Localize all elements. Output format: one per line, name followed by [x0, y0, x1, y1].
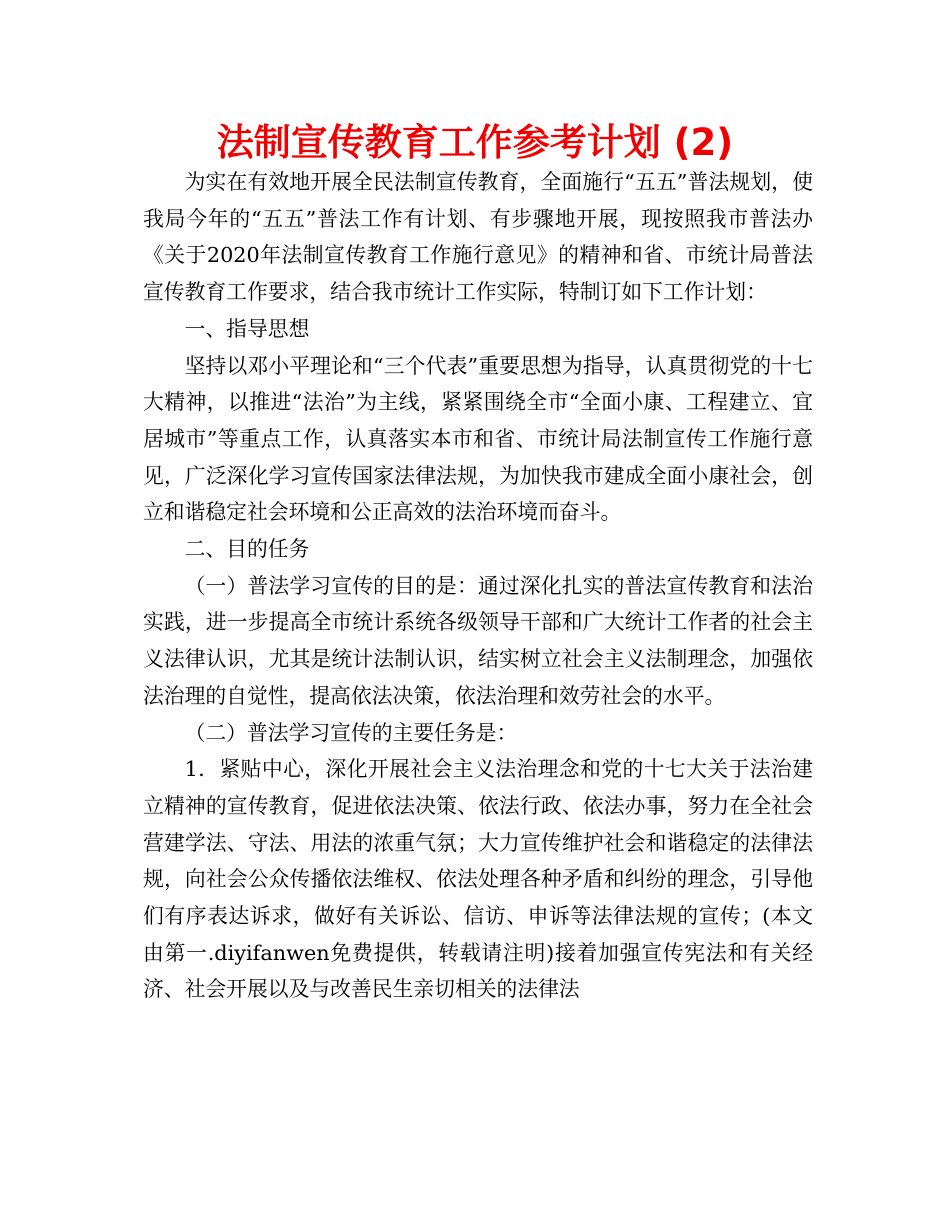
- paragraph-guiding-ideology: 坚持以邓小平理论和“三个代表”重要思想为指导，认真贯彻党的十七大精神，以推进“法治”为主线，紧紧围绕全市“全面小康、工程建立、宜居城市”等重点工作，认真落实本市和省、市统计局法制宣传工作施行意见，广泛深化学习宣传国家法律法规，为加快我市建成全面小康社会，创立和谐稳定社会环境和公正高效的法治环境而奋斗。: [143, 353, 813, 525]
- paragraph-main-tasks-heading: （二）普法学习宣传的主要任务是：: [184, 720, 518, 745]
- section-heading-guiding-ideology: 一、指导思想: [184, 316, 310, 341]
- paragraph-task-1: 1．紧贴中心，深化开展社会主义法治理念和党的十七大关于法治建立精神的宣传教育，促进依法决策、依法行政、依法办事，努力在全社会营建学法、守法、用法的浓重气氛；大力宣传维护社会和谐稳定的法律法规，向社会公众传播依法维权、依法处理各种矛盾和纠纷的理念，引导他们有序表达诉求，做好有关诉讼、信访、申诉等法律法规的宣传；(本文由第一.diyifanwen免费提供，转载请注明)接着加强宣传宪法和有关经济、社会开展以及与改善民生亲切相关的法律法: [143, 757, 813, 1002]
- document-title: 法制宣传教育工作参考计划 (2): [216, 121, 734, 164]
- paragraph-goal: （一）普法学习宣传的目的是：通过深化扎实的普法宣传教育和法治实践，进一步提高全市统计系统各级领导干部和广大统计工作者的社会主义法律认识，尤其是统计法制认识，结实树立社会主义法制理念，加强依法治理的自觉性，提高依法决策，依法治理和效劳社会的水平。: [143, 573, 813, 708]
- section-heading-goals-tasks: 二、目的任务: [184, 537, 310, 562]
- paragraph-intro: 为实在有效地开展全民法制宣传教育，全面施行“五五”普法规划，使我局今年的“五五”普法工作有计划、有步骤地开展，现按照我市普法办《关于2020年法制宣传教育工作施行意见》的精神和省、市统计局普法宣传教育工作要求，结合我市统计工作实际，特制订如下工作计划：: [143, 170, 813, 305]
- document-body: [143, 164, 813, 1008]
